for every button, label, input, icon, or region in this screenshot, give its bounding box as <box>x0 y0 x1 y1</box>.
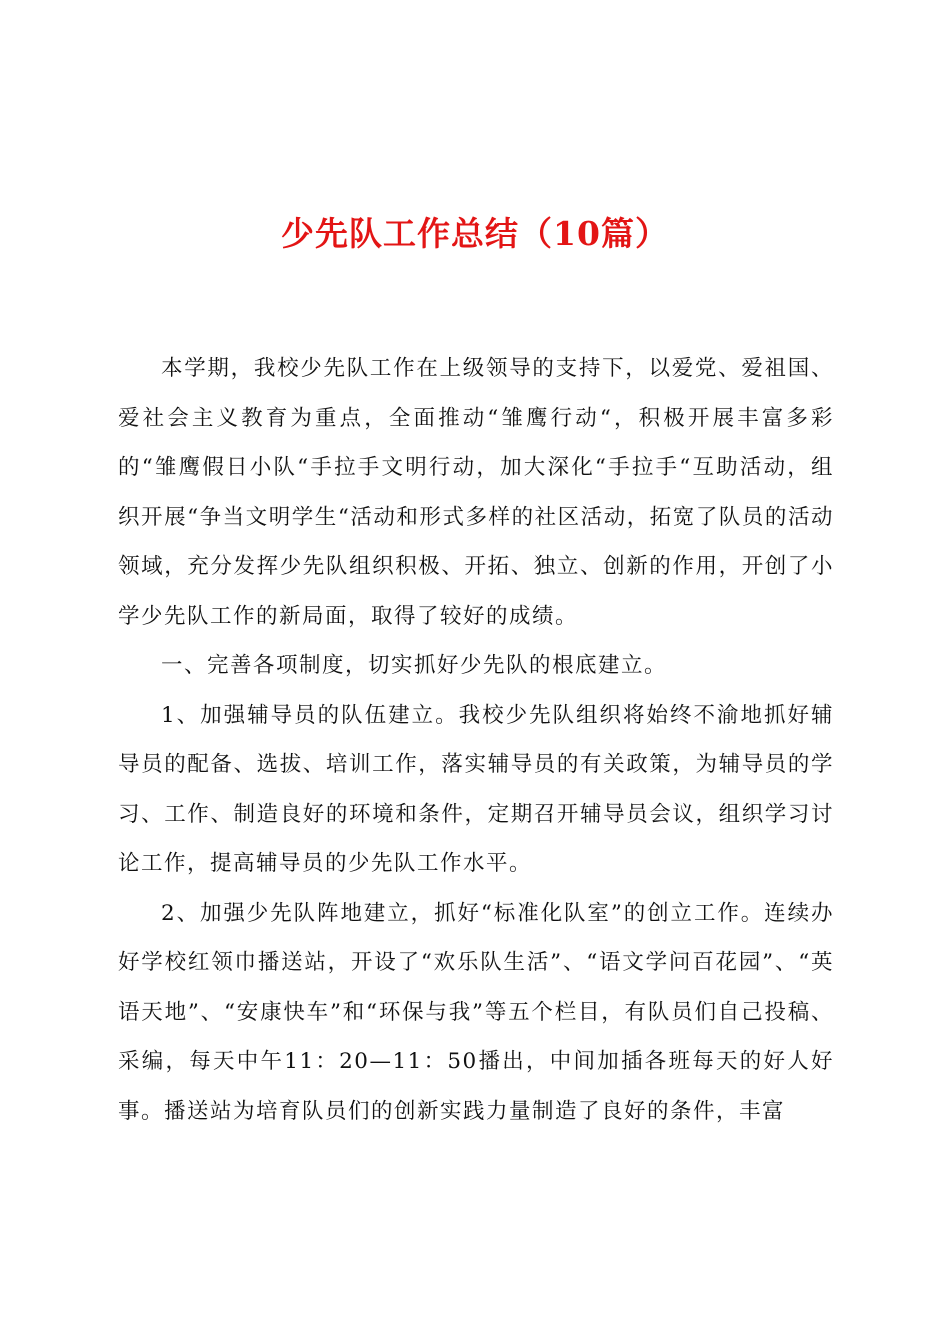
document-body <box>118 344 834 1136</box>
paragraph-section-heading: 一、完善各项制度，切实抓好少先队的根底建立。 <box>161 653 668 678</box>
document-title: 少先队工作总结（10篇） <box>281 214 669 253</box>
paragraph-item-2: 2、加强少先队阵地建立，抓好“标准化队室”的创立工作。连续办好学校红领巾播送站，开设了“欢乐队生活”、“语文学问百花园”、“英语天地”、“安康快车”和“环保与我”等五个栏目，有队员们自己投稿、采编，每天中午11：20—11：50播出，中间加插各班每天的好人好事。播送站为培育队员们的创新实践力量制造了良好的条件，丰富 <box>118 900 834 1124</box>
paragraph-intro: 本学期，我校少先队工作在上级领导的支持下，以爱党、爱祖国、爱社会主义教育为重点，全面推动“雏鹰行动“，积极开展丰富多彩的“雏鹰假日小队“手拉手文明行动，加大深化“手拉手“互助活动，组织开展“争当文明学生“活动和形式多样的社区活动，拓宽了队员的活动领域，充分发挥少先队组织积极、开拓、独立、创新的作用，开创了小学少先队工作的新局面，取得了较好的成绩。 <box>118 356 835 629</box>
paragraph-item-1: 1、加强辅导员的队伍建立。我校少先队组织将始终不渝地抓好辅导员的配备、选拔、培训工作，落实辅导员的有关政策，为辅导员的学习、工作、制造良好的环境和条件，定期召开辅导员会议，组织学习讨论工作，提高辅导员的少先队工作水平。 <box>118 702 834 876</box>
